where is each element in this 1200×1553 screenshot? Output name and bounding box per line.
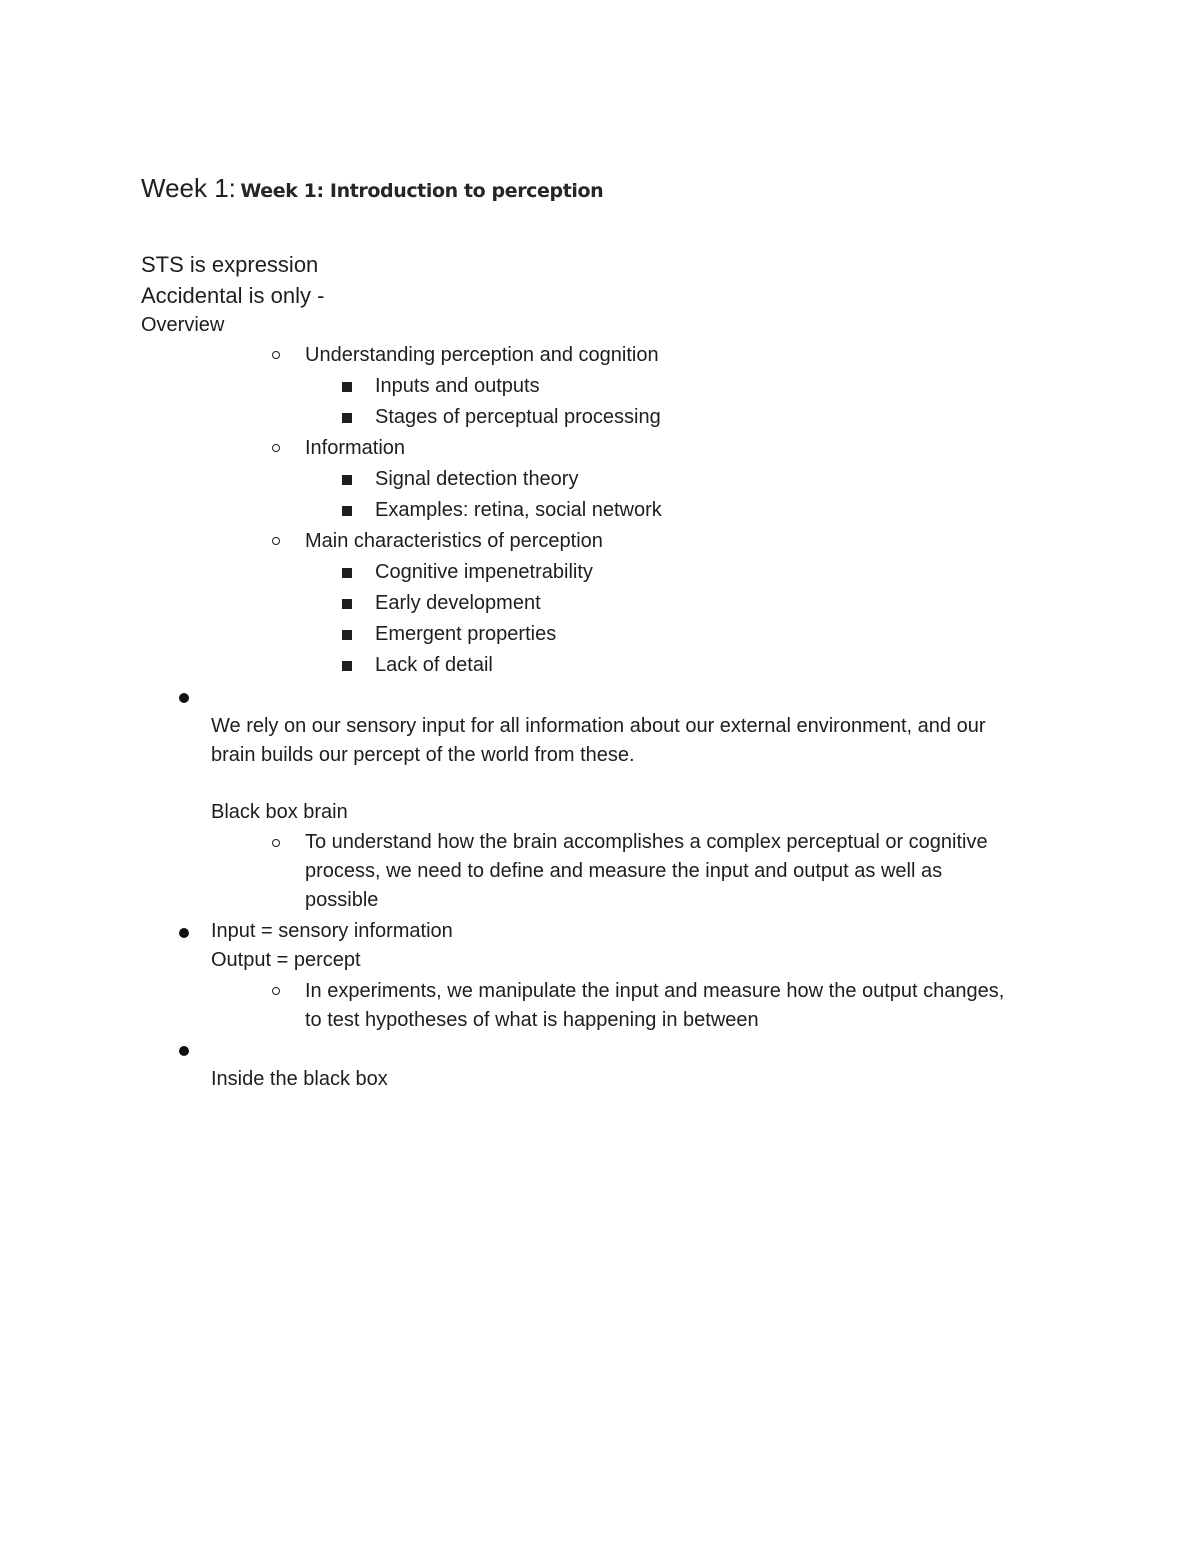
title-subtitle: Week 1: Introduction to perception bbox=[240, 180, 604, 202]
hollow-bullet-icon bbox=[272, 537, 280, 545]
page-title bbox=[141, 172, 603, 209]
filled-bullet-icon bbox=[179, 928, 189, 938]
title-lead: Week 1: bbox=[141, 173, 236, 203]
paragraph-line: Inside the black box bbox=[211, 1068, 388, 1090]
outline-subitem: Emergent properties bbox=[375, 623, 557, 645]
filled-bullet-icon bbox=[179, 693, 189, 703]
hollow-bullet-icon bbox=[272, 351, 280, 359]
square-bullet-icon bbox=[342, 506, 352, 516]
paragraph-line: In experiments, we manipulate the input and measure how the output changes, bbox=[305, 980, 1005, 1002]
square-bullet-icon bbox=[342, 475, 352, 485]
hollow-bullet-icon bbox=[272, 839, 280, 847]
outline-subitem: Stages of perceptual processing bbox=[375, 406, 661, 428]
square-bullet-icon bbox=[342, 413, 352, 423]
square-bullet-icon bbox=[342, 630, 352, 640]
square-bullet-icon bbox=[342, 661, 352, 671]
outline-subitem: Lack of detail bbox=[375, 654, 493, 676]
outline-item: Understanding perception and cognition bbox=[305, 344, 659, 366]
outline-subitem: Inputs and outputs bbox=[375, 375, 540, 397]
paragraph-line: possible bbox=[305, 889, 379, 911]
outline-item: Main characteristics of perception bbox=[305, 530, 603, 552]
outline-item: Information bbox=[305, 437, 406, 459]
intro-line-sts: STS is expression bbox=[141, 252, 319, 277]
paragraph-line: brain builds our percept of the world from these. bbox=[211, 744, 635, 766]
outline-subitem: Early development bbox=[375, 592, 541, 614]
hollow-bullet-icon bbox=[272, 444, 280, 452]
intro-line-accidental: Accidental is only - bbox=[141, 283, 325, 308]
paragraph-line: We rely on our sensory input for all information about our external environment, and our bbox=[211, 715, 986, 737]
paragraph-line: To understand how the brain accomplishes a complex perceptual or cognitive bbox=[305, 831, 988, 853]
paragraph-line: Input = sensory information bbox=[211, 920, 453, 942]
subheading-black-box-brain: Black box brain bbox=[211, 801, 348, 823]
square-bullet-icon bbox=[342, 382, 352, 392]
filled-bullet-icon bbox=[179, 1046, 189, 1056]
paragraph-line: process, we need to define and measure the input and output as well as bbox=[305, 860, 943, 882]
paragraph-line: Output = percept bbox=[211, 949, 361, 971]
hollow-bullet-icon bbox=[272, 987, 280, 995]
outline-subitem: Examples: retina, social network bbox=[375, 499, 662, 521]
square-bullet-icon bbox=[342, 568, 352, 578]
outline-subitem: Cognitive impenetrability bbox=[375, 561, 593, 583]
paragraph-line: to test hypotheses of what is happening in between bbox=[305, 1009, 759, 1031]
outline-subitem: Signal detection theory bbox=[375, 468, 579, 490]
square-bullet-icon bbox=[342, 599, 352, 609]
overview-heading: Overview bbox=[141, 314, 225, 336]
